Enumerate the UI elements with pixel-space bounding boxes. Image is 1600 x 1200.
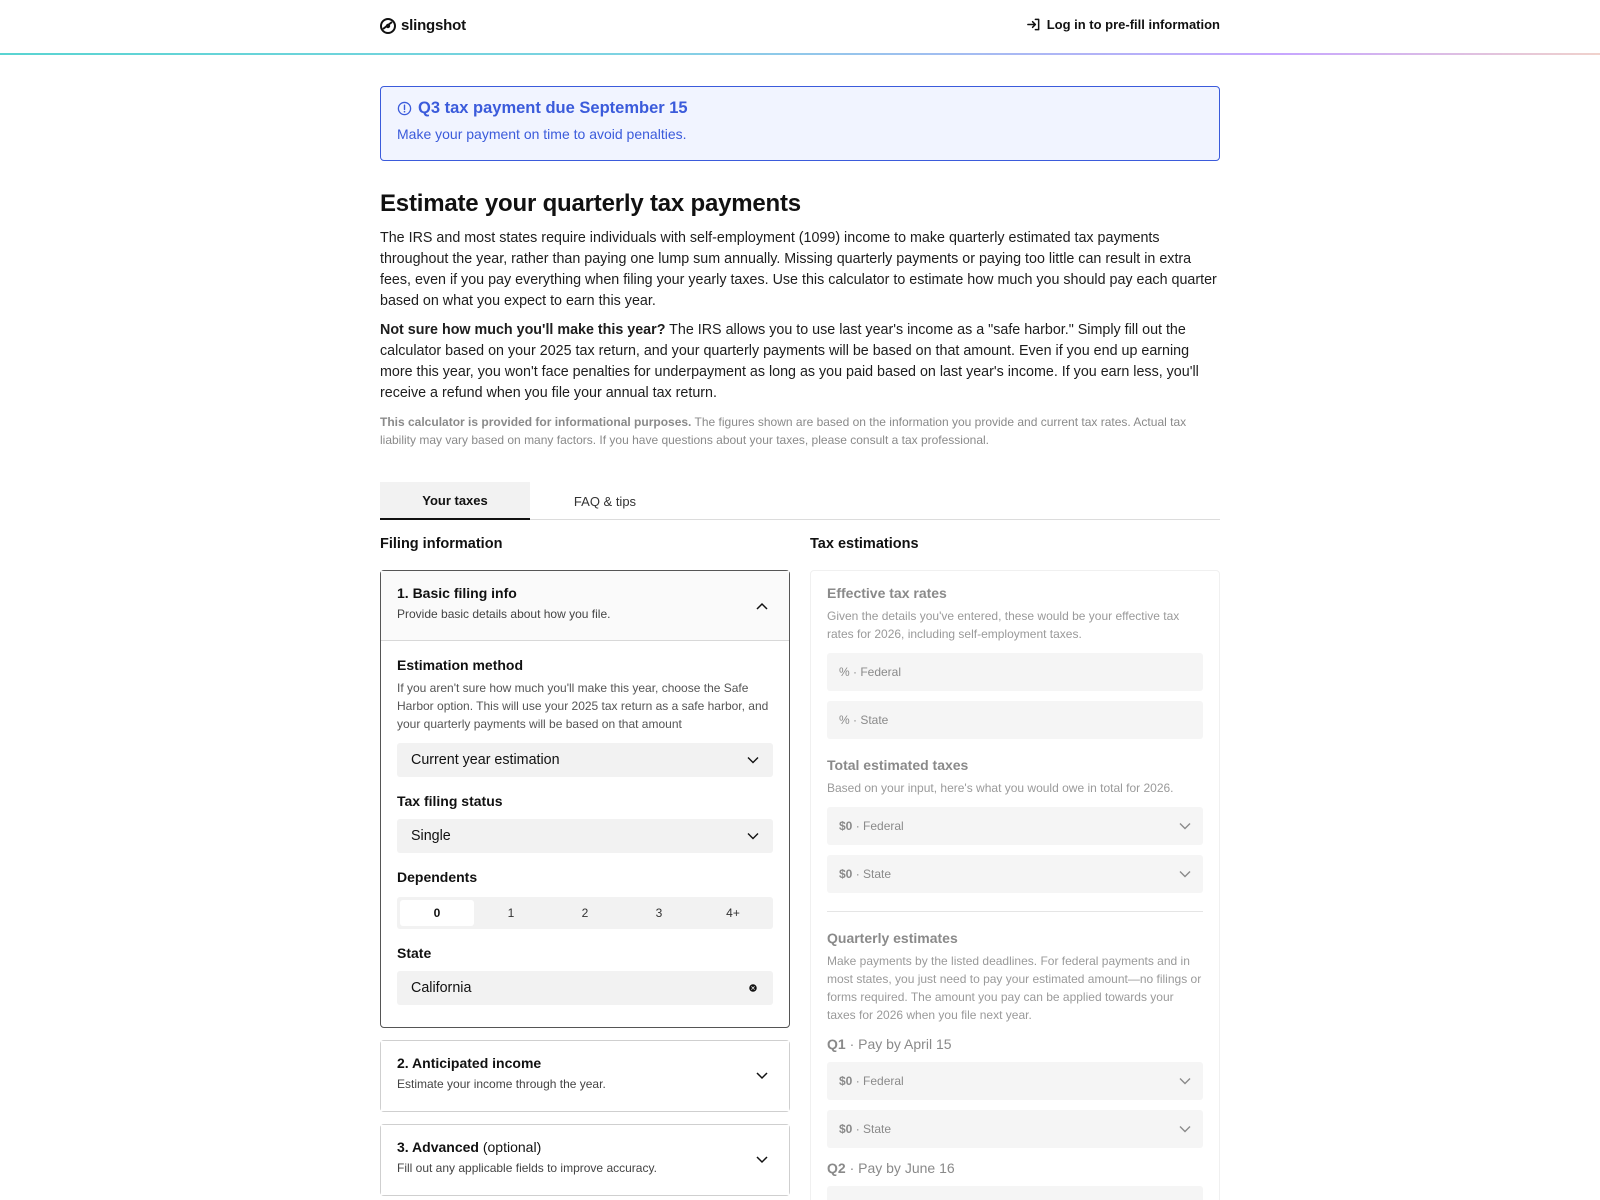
chevron-up-icon xyxy=(755,601,769,611)
effective-federal-label: % · Federal xyxy=(839,665,902,679)
section-subtitle: Provide basic details about how you file. xyxy=(397,607,611,621)
quarterly-title: Quarterly estimates xyxy=(827,930,958,946)
chevron-down-icon xyxy=(747,756,759,764)
tab-bar xyxy=(380,482,1220,520)
disclaimer-lead: This calculator is provided for informational purposes. xyxy=(380,415,692,429)
filing-info-heading: Filing information xyxy=(380,536,503,552)
tab-faq-tips[interactable]: FAQ & tips xyxy=(573,493,637,509)
chevron-down-icon xyxy=(747,832,759,840)
chevron-down-icon xyxy=(1179,1077,1191,1085)
total-state-amount: $0 xyxy=(839,867,853,881)
estimation-method-value: Current year estimation xyxy=(411,752,560,768)
advanced-header[interactable] xyxy=(381,1125,789,1195)
anticipated-income-section[interactable] xyxy=(380,1040,790,1112)
estimation-method-help: If you aren't sure how much you'll make this year, choose the Safe Harbor option. This will use your 2025 tax return as a safe harbor, and your quarterly payments will be based on that amount xyxy=(397,681,769,731)
optional-tag: (optional) xyxy=(482,1139,542,1155)
q1-federal-label: · Federal xyxy=(852,1074,904,1088)
q1-state-amount: $0 xyxy=(839,1122,853,1136)
chevron-down-icon xyxy=(1179,822,1191,830)
login-icon xyxy=(1026,17,1041,32)
brand-logo[interactable] xyxy=(380,17,466,34)
brand-name: slingshot xyxy=(401,17,466,34)
tax-estimations-panel xyxy=(810,570,1220,1200)
dependents-option-4-plus[interactable]: 4+ xyxy=(726,906,740,920)
effective-state-rate xyxy=(827,701,1203,739)
divider xyxy=(827,911,1203,912)
slingshot-logo-icon xyxy=(380,18,396,34)
total-state-text xyxy=(839,867,891,881)
disclaimer xyxy=(380,413,1220,449)
due-date-alert xyxy=(380,86,1220,161)
estimation-method-select[interactable] xyxy=(397,743,773,777)
clear-icon[interactable] xyxy=(747,984,759,992)
chevron-down-icon xyxy=(755,1071,769,1081)
q1-state-label: · State xyxy=(852,1122,892,1136)
advanced-title: 3. Advanced xyxy=(397,1139,479,1155)
tab-your-taxes[interactable]: Your taxes xyxy=(380,482,530,520)
basic-filing-info-section xyxy=(380,570,790,1028)
dependents-selector xyxy=(397,897,773,929)
alert-title: Q3 tax payment due September 15 xyxy=(418,99,688,117)
effective-state-label: % · State xyxy=(839,713,889,727)
section-title: 2. Anticipated income xyxy=(397,1055,542,1071)
header-gradient-line xyxy=(0,53,1600,55)
total-federal-label: · Federal xyxy=(852,819,904,833)
tax-estimations-heading: Tax estimations xyxy=(810,536,919,552)
filing-status-value: Single xyxy=(411,828,451,844)
info-icon xyxy=(397,101,412,116)
page-title: Estimate your quarterly tax payments xyxy=(380,190,801,217)
quarterly-desc: Make payments by the listed deadlines. For federal payments and in most states, you just need to pay your estimated amount—no filings or forms required. The amount you pay can be applied towards your taxes for 2026 when you file next year. xyxy=(827,954,1202,1022)
anticipated-income-header[interactable] xyxy=(381,1041,789,1111)
disclaimer-text: The figures shown are based on the information you provide and current tax rates. Actual tax liability may vary based on many factors. If you have questions about your taxes, please consult a tax professional. xyxy=(380,415,1187,447)
total-state-label: · State xyxy=(852,867,892,881)
alert-subtitle: Make your payment on time to avoid penalties. xyxy=(397,126,687,142)
advanced-section[interactable] xyxy=(380,1124,790,1196)
basic-filing-info-body xyxy=(381,641,789,1021)
section-title xyxy=(397,1139,773,1155)
alert-title-row xyxy=(397,99,1203,118)
total-federal-dropdown[interactable] xyxy=(827,807,1203,845)
safe-harbor-text: The IRS allows you to use last year's income as a "safe harbor." Simply fill out the calculator based on your 2025 tax return, and your quarterly payments will be based on that amount. Even if you end up earning more this year, you won't face penalties for underpayment as long as you paid based on last year's income. If you earn less, you'll receive a refund when you file your annual tax return. xyxy=(380,322,1199,401)
dependents-option-3[interactable]: 3 xyxy=(655,906,663,920)
intro-paragraph: The IRS and most states require individuals with self-employment (1099) income to make quarterly estimated tax payments throughout the year, rather than paying one lump sum annually. Missing quarterly payments or paying too little can result in extra fees, even if you pay everything when filing your yearly taxes. Use this calculator to estimate how much you should pay each quarter based on what you expect to earn this year. xyxy=(380,230,1217,309)
state-value: California xyxy=(411,980,472,996)
chevron-down-icon xyxy=(755,1155,769,1165)
basic-filing-info-header[interactable] xyxy=(381,571,789,641)
total-taxes-desc: Based on your input, here's what you would owe in total for 2026. xyxy=(827,781,1174,795)
top-bar xyxy=(0,0,1600,55)
total-federal-amount: $0 xyxy=(839,819,853,833)
filing-status-label: Tax filing status xyxy=(397,793,503,809)
q1-heading xyxy=(827,1036,1203,1052)
q1-federal-text xyxy=(839,1074,904,1088)
dependents-option-1[interactable]: 1 xyxy=(507,906,515,920)
q1-due: · Pay by April 15 xyxy=(845,1036,952,1052)
dependents-option-2[interactable]: 2 xyxy=(581,906,589,920)
total-state-dropdown[interactable] xyxy=(827,855,1203,893)
q1-state-dropdown[interactable] xyxy=(827,1110,1203,1148)
q1-federal-dropdown[interactable] xyxy=(827,1062,1203,1100)
safe-harbor-lead: Not sure how much you'll make this year? xyxy=(380,322,666,338)
chevron-down-icon xyxy=(1179,870,1191,878)
q2-label: Q2 xyxy=(827,1160,846,1176)
effective-rates-title: Effective tax rates xyxy=(827,585,947,601)
effective-federal-rate xyxy=(827,653,1203,691)
q1-state-text xyxy=(839,1122,891,1136)
state-input[interactable] xyxy=(397,971,773,1005)
total-federal-text xyxy=(839,819,904,833)
q2-due: · Pay by June 16 xyxy=(845,1160,955,1176)
filing-status-select[interactable] xyxy=(397,819,773,853)
q2-federal-dropdown[interactable] xyxy=(827,1186,1203,1200)
safe-harbor-paragraph xyxy=(380,320,1220,404)
q1-label: Q1 xyxy=(827,1036,846,1052)
q1-federal-amount: $0 xyxy=(839,1074,853,1088)
chevron-down-icon xyxy=(1179,1125,1191,1133)
q2-heading xyxy=(827,1160,1203,1176)
estimation-method-label: Estimation method xyxy=(397,657,524,673)
effective-rates-desc: Given the details you've entered, these would be your effective tax rates for 2026, including self-employment taxes. xyxy=(827,609,1180,641)
dependents-label: Dependents xyxy=(397,869,478,885)
dependents-option-0[interactable]: 0 xyxy=(400,900,474,926)
section-subtitle: Estimate your income through the year. xyxy=(397,1077,606,1091)
section-title: 1. Basic filing info xyxy=(397,585,517,601)
total-taxes-title: Total estimated taxes xyxy=(827,757,969,773)
login-label: Log in to pre-fill information xyxy=(1046,17,1220,32)
state-label: State xyxy=(397,945,432,961)
section-subtitle: Fill out any applicable fields to improve accuracy. xyxy=(397,1161,657,1175)
login-link[interactable] xyxy=(1026,17,1220,32)
